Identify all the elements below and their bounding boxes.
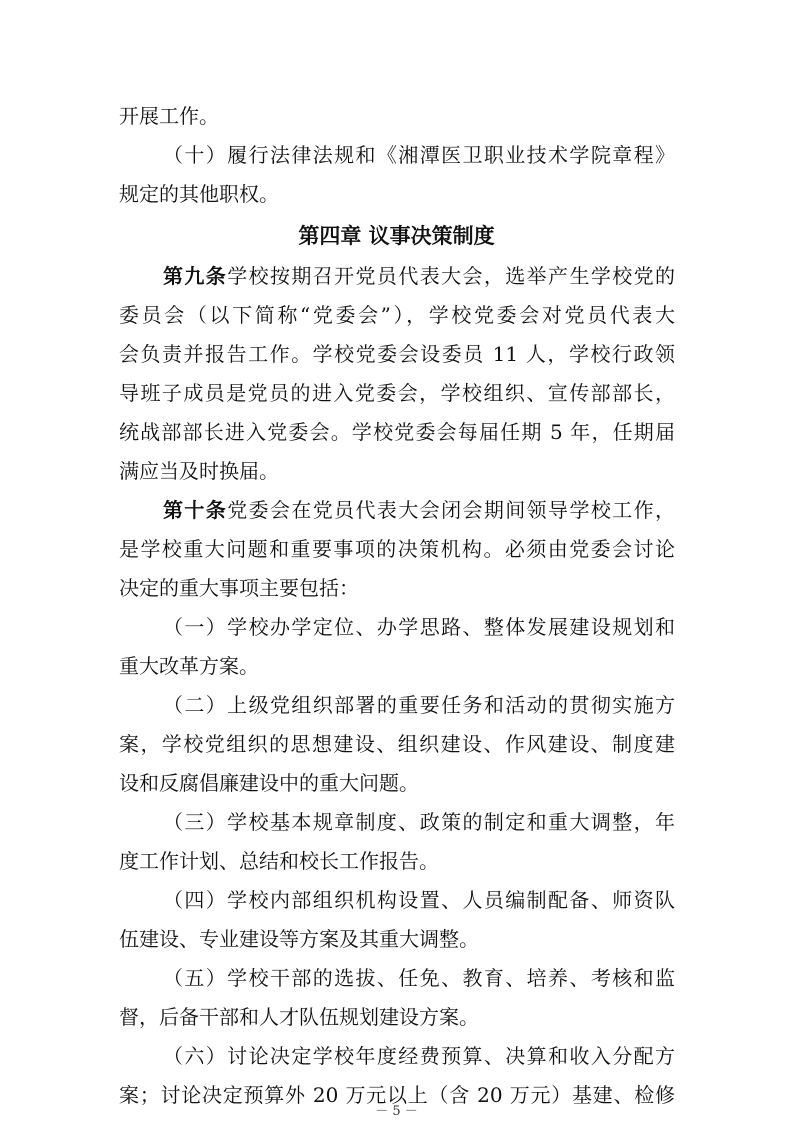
- article-9-line: 满应当及时换届。: [119, 459, 279, 483]
- item-5-line: 督，后备干部和人才队伍规划建设方案。: [119, 1005, 479, 1029]
- item-5-first-line: （五）学校干部的选拔、任免、教育、培养、考核和监: [163, 966, 675, 990]
- item-6-line: 案；讨论决定预算外 20 万元以上（含 20 万元）基建、检修: [119, 1083, 675, 1107]
- article-10-line: 是学校重大问题和重要事项的决策机构。必须由党委会讨论: [119, 537, 675, 561]
- item-3-line: 度工作计划、总结和校长工作报告。: [119, 849, 439, 873]
- article-10-first-line: [163, 495, 675, 525]
- item-4-first-line: （四）学校内部组织机构设置、人员编制配备、师资队: [163, 888, 675, 912]
- article-9-text: 学校按期召开党员代表大会，选举产生学校党的: [227, 264, 676, 288]
- body-line: 规定的其他职权。: [119, 182, 279, 206]
- article-9-line: 统战部部长进入党委会。学校党委会每届任期 5 年，任期届: [119, 420, 675, 444]
- item-1-line: 重大改革方案。: [119, 654, 259, 678]
- page-number: － 5 －: [375, 1104, 418, 1119]
- item-4-line: 伍建设、专业建设等方案及其重大调整。: [119, 927, 479, 951]
- item-2-line: 案，学校党组织的思想建设、组织建设、作风建设、制度建: [119, 732, 675, 756]
- item-6-first-line: （六）讨论决定学校年度经费预算、决算和收入分配方: [163, 1044, 675, 1068]
- item-2-line: 设和反腐倡廉建设中的重大问题。: [119, 771, 419, 795]
- article-9-line: 委员会（以下简称“党委会”），学校党委会对党员代表大: [119, 303, 675, 327]
- article-9-line: 会负责并报告工作。学校党委会设委员 11 人，学校行政领: [119, 342, 675, 366]
- article-9-line: 导班子成员是党员的进入党委会，学校组织、宣传部部长，: [119, 381, 675, 405]
- article-10-text: 党委会在党员代表大会闭会期间领导学校工作，: [227, 498, 676, 522]
- item-2-first-line: （二）上级党组织部署的重要任务和活动的贯彻实施方: [163, 693, 675, 717]
- article-9-first-line: [163, 261, 675, 291]
- body-line: 开展工作。: [119, 104, 219, 128]
- article-9-label: 第九条: [163, 264, 228, 288]
- article-10-line: 决定的重大事项主要包括：: [119, 576, 359, 600]
- item-ten-line: （十）履行法律法规和《湘潭医卫职业技术学院章程》: [163, 143, 675, 167]
- article-10-label: 第十条: [163, 498, 228, 522]
- item-3-first-line: （三）学校基本规章制度、政策的制定和重大调整，年: [163, 810, 675, 834]
- item-1-first-line: （一）学校办学定位、办学思路、整体发展建设规划和: [163, 615, 675, 639]
- chapter-heading: 第四章 议事决策制度: [298, 224, 495, 248]
